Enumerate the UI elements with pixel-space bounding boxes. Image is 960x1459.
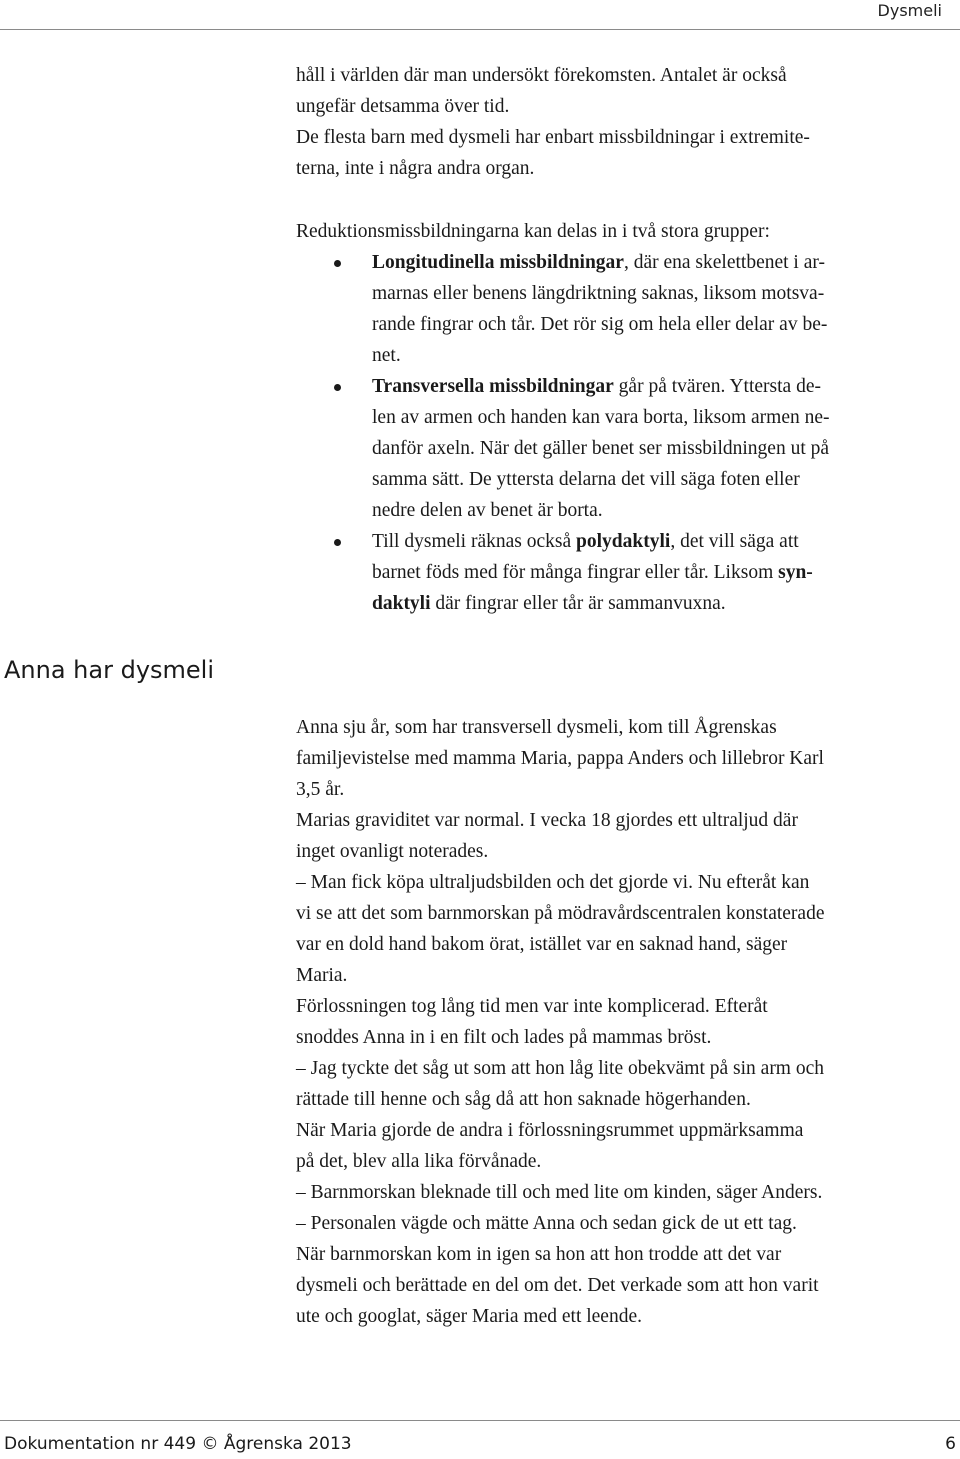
- text-line: dysmeli och berättade en del om det. Det verkade som att hon varit: [296, 1275, 819, 1296]
- bullet-icon: [334, 260, 341, 267]
- text-line: danför axeln. När det gäller benet ser missbildningen ut på: [372, 438, 830, 459]
- term-longitudinal: Longitudinella missbildningar: [372, 252, 624, 273]
- text-line: rättade till henne och såg då att hon saknade högerhanden.: [296, 1089, 751, 1110]
- text-line: ute och googlat, säger Maria med ett leende.: [296, 1306, 642, 1327]
- text-line: När Maria gjorde de andra i förlossningsrummet uppmärksamma: [296, 1120, 804, 1141]
- text-line: samma sätt. De yttersta delarna det vill säga foten eller: [372, 469, 800, 490]
- text-line: familjevistelse med mamma Maria, pappa Anders och lillebror Karl: [296, 748, 824, 769]
- page-number: 6: [945, 1434, 956, 1454]
- text-line: Förlossningen tog lång tid men var inte komplicerad. Efteråt: [296, 996, 768, 1017]
- term-syndactyly-part2: daktyli: [372, 593, 431, 614]
- bullet-icon: [334, 384, 341, 391]
- section-heading: Anna har dysmeli: [4, 656, 215, 684]
- groups-lead: Reduktionsmissbildningarna kan delas in i två stora grupper:: [296, 221, 770, 242]
- text-line: Maria.: [296, 965, 348, 986]
- bullet-list: [296, 247, 946, 619]
- text-line: terna, inte i några andra organ.: [296, 158, 535, 179]
- text-line: på det, blev alla lika förvånade.: [296, 1151, 542, 1172]
- text-line: När barnmorskan kom in igen sa hon att hon trodde att det var: [296, 1244, 782, 1265]
- story-text: [296, 712, 946, 1332]
- page-footer: [0, 1408, 960, 1459]
- term-transversal: Transversella missbildningar: [372, 376, 614, 397]
- text-line: – Personalen vägde och mätte Anna och sedan gick de ut ett tag.: [296, 1213, 797, 1234]
- bullet-item-transversal: Transversella missbildningar går på tvären. Yttersta de- len av armen och handen kan vara borta, liksom armen ne- danför axeln. När det gäller benet ser missbildningen ut på samma sätt. De yttersta delarna det vill säga foten eller nedre delen av benet är borta.: [296, 371, 946, 526]
- term-polydactyly: polydaktyli: [576, 531, 671, 552]
- text-line: – Man fick köpa ultraljudsbilden och det gjorde vi. Nu efteråt kan: [296, 872, 810, 893]
- text-line: len av armen och handen kan vara borta, liksom armen ne-: [372, 407, 830, 428]
- text-line: De flesta barn med dysmeli har enbart missbildningar i extremite-: [296, 127, 810, 148]
- text-line: marnas eller benens längdriktning saknas, liksom motsva-: [372, 283, 825, 304]
- text-line: rande fingrar och tår. Det rör sig om hela eller delar av be-: [372, 314, 828, 335]
- text-line: – Barnmorskan bleknade till och med lite om kinden, säger Anders.: [296, 1182, 823, 1203]
- footer-divider: [0, 1420, 960, 1421]
- bullet-item-polydactyly: Till dysmeli räknas också polydaktyli, det vill säga att barnet föds med för många fingrar eller tår. Liksom syn- daktyli där fingrar eller tår är sammanvuxna.: [296, 526, 946, 619]
- text-line: var en dold hand bakom örat, istället var en saknad hand, säger: [296, 934, 788, 955]
- text-line: net.: [372, 345, 401, 366]
- text-line: ungefär detsamma över tid.: [296, 96, 510, 117]
- term-syndactyly-part1: syn-: [778, 562, 813, 583]
- running-header-title: Dysmeli: [877, 1, 942, 20]
- text-line: vi se att det som barnmorskan på mödravårdscentralen konstaterade: [296, 903, 825, 924]
- text-line: håll i världen där man undersökt förekomsten. Antalet är också: [296, 65, 787, 86]
- groups-section: [296, 216, 946, 619]
- text-line: Marias graviditet var normal. I vecka 18 gjordes ett ultraljud där: [296, 810, 798, 831]
- footer-document-info: Dokumentation nr 449 © Ågrenska 2013: [4, 1434, 352, 1454]
- bullet-icon: [334, 539, 341, 546]
- page-header: [0, 0, 960, 30]
- bullet-item-longitudinal: Longitudinella missbildningar, där ena skelettbenet i ar- marnas eller benens längdriktning saknas, liksom motsva- rande fingrar och tår. Det rör sig om hela eller delar av be- net.: [296, 247, 946, 371]
- intro-paragraph: [296, 60, 946, 184]
- text-line: snoddes Anna in i en filt och lades på mammas bröst.: [296, 1027, 712, 1048]
- text-line: nedre delen av benet är borta.: [372, 500, 603, 521]
- text-line: inget ovanligt noterades.: [296, 841, 489, 862]
- text-line: – Jag tyckte det såg ut som att hon låg lite obekvämt på sin arm och: [296, 1058, 825, 1079]
- text-line: Anna sju år, som har transversell dysmeli, kom till Ågrenskas: [296, 717, 777, 738]
- text-line: 3,5 år.: [296, 779, 345, 800]
- header-divider: [0, 29, 960, 30]
